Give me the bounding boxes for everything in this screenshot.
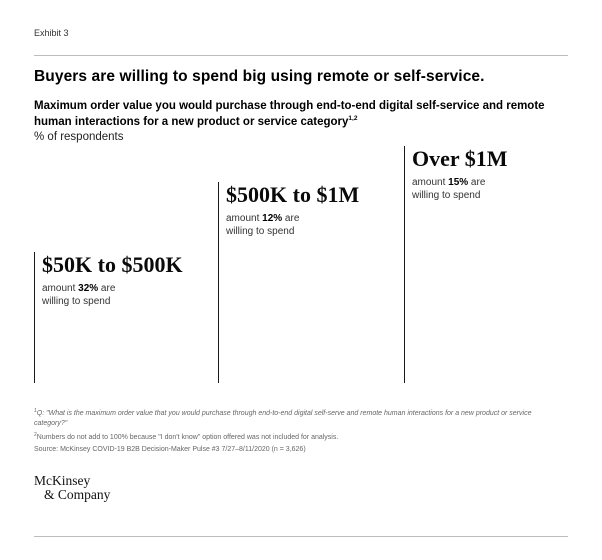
exhibit-label: Exhibit 3 — [34, 28, 69, 38]
category-description-1 — [42, 282, 162, 308]
desc-suffix: willing to spend — [226, 226, 295, 237]
category-label-3: Over $1M — [412, 146, 508, 171]
desc-mid: are — [282, 213, 300, 224]
desc-mid: are — [98, 283, 116, 294]
category-description-3 — [412, 176, 532, 202]
category-label-2: $500K to $1M — [226, 182, 360, 207]
units-label: % of respondents — [34, 131, 124, 143]
logo-line-2: & Company — [44, 487, 111, 502]
footnote-1-text: Q: "What is the maximum order value that you would purchase through end-to-end digital self-serve and remote human interactions for a new product or service category?" — [34, 410, 532, 427]
footnote-1-marker: 1 — [34, 408, 37, 414]
value-label-2: 12% — [262, 213, 283, 224]
value-label-3: 15% — [448, 177, 469, 188]
desc-suffix: willing to spend — [412, 190, 481, 201]
footnote-2-text: Numbers do not add to 100% because "I don't know" option offered was not included for analysis. — [36, 434, 339, 441]
mckinsey-logo — [34, 474, 110, 502]
footnote-2-marker: 2 — [34, 432, 37, 438]
value-label-1: 32% — [78, 283, 99, 294]
column-divider-3 — [404, 146, 405, 383]
desc-prefix: amount — [226, 213, 263, 224]
headline: Buyers are willing to spend big using remote or self-service. — [34, 68, 485, 85]
desc-prefix: amount — [42, 283, 79, 294]
column-divider-1 — [34, 252, 35, 383]
subtitle-footnote-marker: 1,2 — [348, 115, 358, 122]
category-description-2 — [226, 212, 346, 238]
bottom-divider — [34, 536, 568, 537]
category-label-1: $50K to $500K — [42, 252, 183, 277]
source-note: Source: McKinsey COVID-19 B2B Decision-Maker Pulse #3 7/27–8/11/2020 (n = 3,626) — [34, 446, 306, 453]
column-divider-2 — [218, 182, 219, 383]
desc-mid: are — [468, 177, 486, 188]
footnote-1 — [34, 409, 564, 429]
subtitle-text: Maximum order value you would purchase through end-to-end digital self-service and remote human interactions for a new product or service category — [34, 100, 545, 128]
desc-suffix: willing to spend — [42, 296, 111, 307]
logo-line-1: McKinsey — [34, 473, 91, 488]
footnote-2 — [34, 433, 564, 443]
desc-prefix: amount — [412, 177, 449, 188]
